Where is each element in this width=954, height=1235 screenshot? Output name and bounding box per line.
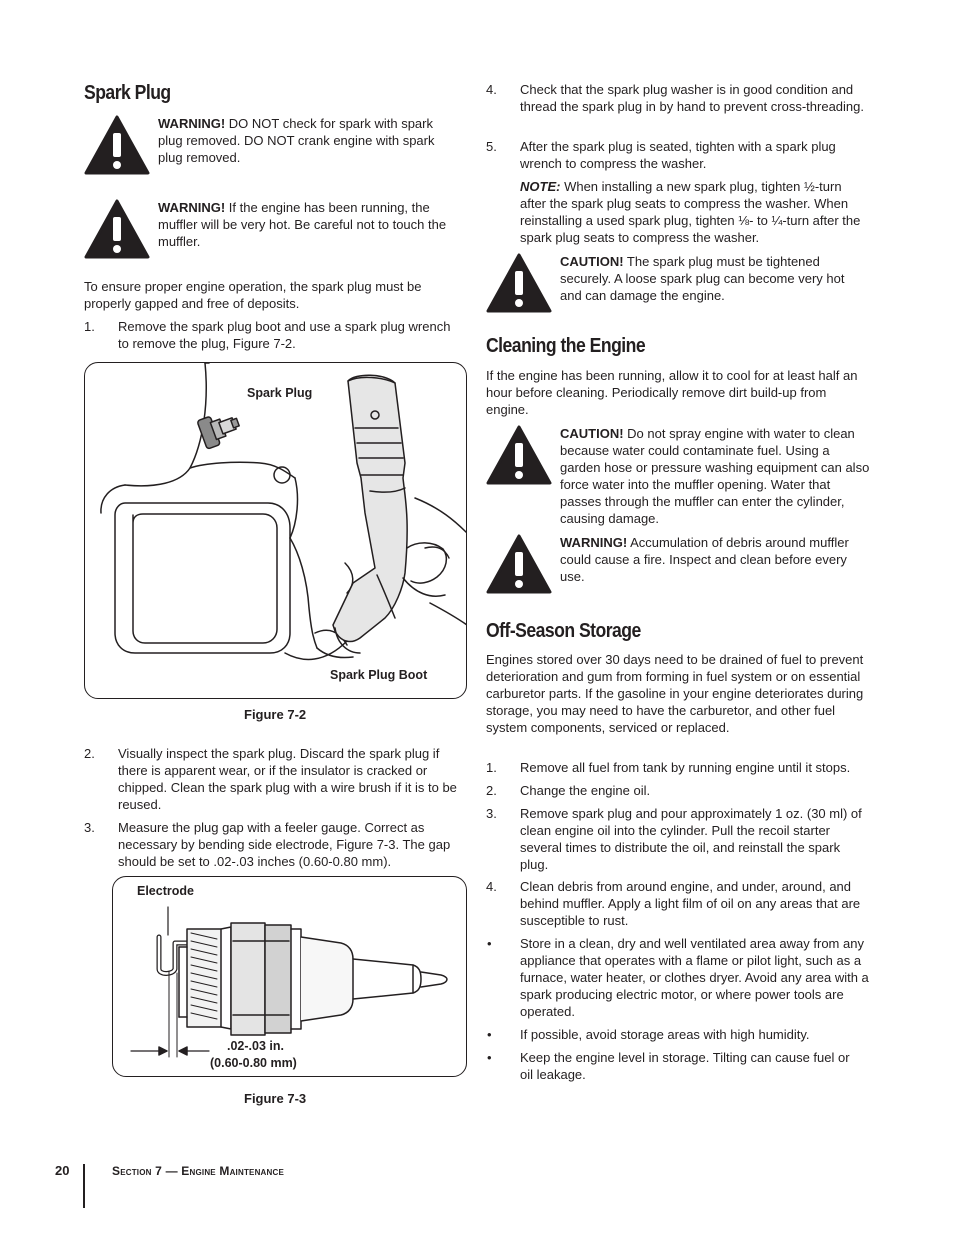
caution-triangle-icon bbox=[486, 253, 552, 313]
footer-divider bbox=[83, 1164, 85, 1208]
engine-spark-plug-illustration bbox=[85, 363, 467, 699]
warning-debris-fire: WARNING! Accumulation of debris around muffler could cause a fire. Inspect and clean before every use. bbox=[560, 535, 849, 584]
section-title: Section 7 — Engine Maintenance bbox=[112, 1164, 285, 1178]
step-number: 2. bbox=[486, 783, 497, 798]
bullet: • bbox=[487, 1027, 492, 1042]
step-text: Remove spark plug and pour approximately 1 oz. (30 ml) of clean engine oil into the cylinder. Pull the recoil starter several times to distribute the oil, and reinstall the spark plug. bbox=[520, 806, 862, 872]
label-gap-in: .02-.03 in. bbox=[227, 1039, 284, 1053]
step-number: 4. bbox=[486, 82, 497, 97]
step-text: Check that the spark plug washer is in good condition and thread the spark plug in by hand to prevent cross-threading. bbox=[520, 82, 864, 114]
step-text: After the spark plug is seated, tighten with a spark plug wrench to compress the washer. bbox=[520, 139, 836, 171]
cleaning-heading: Cleaning the Engine bbox=[486, 335, 646, 357]
step-number: 1. bbox=[84, 319, 95, 334]
step-text: Clean debris from around engine, and under, around, and behind muffler. Apply a light film of oil on any areas that are susceptible to rust. bbox=[520, 879, 861, 928]
figure-7-3-caption: Figure 7-3 bbox=[244, 1091, 307, 1106]
bullet-text: Store in a clean, dry and well ventilated area away from any appliance that operates with a flame or pilot light, such as a furnace, water heater, or clothes dryer. Avoid any area with a spark producing electric motor, or where power tools are operated. bbox=[520, 936, 869, 1019]
step-number: 5. bbox=[486, 139, 497, 154]
storage-heading: Off-Season Storage bbox=[486, 620, 641, 642]
figure-7-2-spark-plug-removal bbox=[84, 362, 467, 699]
label-electrode: Electrode bbox=[137, 884, 194, 898]
bullet: • bbox=[487, 936, 492, 951]
spark-plug-gap-illustration bbox=[113, 877, 467, 1077]
storage-intro: Engines stored over 30 days need to be drained of fuel to prevent deterioration and gum from forming in fuel system or on essential carburetor parts. If the gasoline in your engine deteriorates during storage, you may need to have the carburetor, and other fuel system components, serviced or replaced. bbox=[486, 652, 864, 735]
warning-muffler-hot: WARNING! If the engine has been running, the muffler will be very hot. Be careful not to touch the muffler. bbox=[158, 200, 447, 249]
spark-plug-intro: To ensure proper engine operation, the spark plug must be properly gapped and free of deposits. bbox=[84, 279, 422, 311]
spark-plug-heading: Spark Plug bbox=[84, 82, 171, 104]
caution-loose-plug: CAUTION! The spark plug must be tightened securely. A loose spark plug can become very hot and can damage the engine. bbox=[560, 254, 845, 303]
cleaning-intro: If the engine has been running, allow it to cool for at least half an hour before cleaning. Periodically remove dirt build-up from engine. bbox=[486, 368, 858, 417]
caution-triangle-icon bbox=[486, 425, 552, 485]
step-text: Visually inspect the spark plug. Discard the spark plug if there is apparent wear, or if the insulator is cracked or chipped. Clean the spark plug with a wire brush if it is to be reused. bbox=[118, 746, 457, 812]
label-spark-plug-boot: Spark Plug Boot bbox=[330, 668, 428, 682]
label-gap-mm: (0.60-0.80 mm) bbox=[210, 1056, 297, 1070]
step-text: Change the engine oil. bbox=[520, 783, 651, 798]
bullet-text: If possible, avoid storage areas with high humidity. bbox=[520, 1027, 810, 1042]
page-number: 20 bbox=[55, 1163, 70, 1178]
warning-triangle-icon bbox=[84, 115, 150, 175]
label-spark-plug: Spark Plug bbox=[247, 386, 313, 400]
caution-no-water: CAUTION! Do not spray engine with water to clean because water could contaminate fuel. Using a garden hose or pressure washing equipment can also force water into the muffler opening. Water that passes through the muffler can enter the cylinder, causing damage. bbox=[560, 426, 870, 526]
step-number: 1. bbox=[486, 760, 497, 775]
step-number: 4. bbox=[486, 879, 497, 894]
figure-7-2-caption: Figure 7-2 bbox=[244, 707, 307, 722]
warning-triangle-icon bbox=[486, 534, 552, 594]
step-text: Remove the spark plug boot and use a spark plug wrench to remove the plug, Figure 7-2. bbox=[118, 319, 451, 351]
step-text: Measure the plug gap with a feeler gauge. Correct as necessary by bending side electrode, Figure 7-3. The gap should be set to .02-.03 inches (0.60-0.80 mm). bbox=[118, 820, 451, 869]
step-number: 3. bbox=[84, 820, 95, 835]
figure-7-3-spark-plug-gap bbox=[112, 876, 467, 1077]
note-torque: NOTE: When installing a new spark plug, tighten ½-turn after the spark plug seats to compress the washer. When reinstalling a used spark plug, tighten ⅛- to ¼-turn after the spark plug seats to compress the washer. bbox=[520, 179, 861, 245]
warning-spark-check: WARNING! DO NOT check for spark with spark plug removed. DO NOT crank engine with spark plug removed. bbox=[158, 116, 435, 165]
bullet: • bbox=[487, 1050, 492, 1065]
bullet-text: Keep the engine level in storage. Tilting can cause fuel or oil leakage. bbox=[520, 1050, 850, 1082]
step-text: Remove all fuel from tank by running engine until it stops. bbox=[520, 760, 851, 775]
step-number: 3. bbox=[486, 806, 497, 821]
step-number: 2. bbox=[84, 746, 95, 761]
warning-triangle-icon bbox=[84, 199, 150, 259]
